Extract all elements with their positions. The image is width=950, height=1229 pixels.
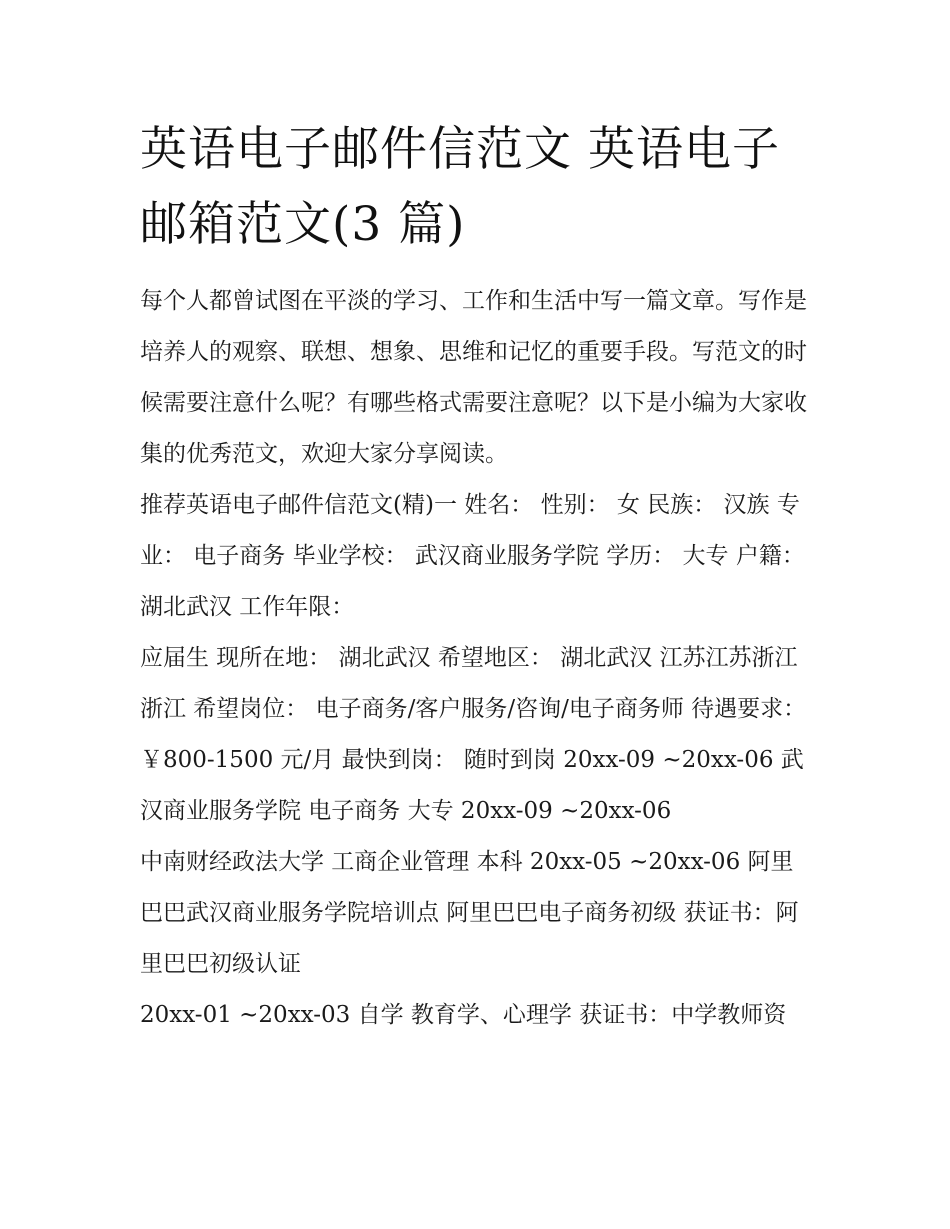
document-body <box>140 112 812 1041</box>
self-study-paragraph: 20xx-01 ~20xx-03 自学 教育学、心理学 获证书：中学教师资 <box>140 1002 787 1028</box>
resume-basic-info-paragraph: 推荐英语电子邮件信范文(精)一 姓名： 性别： 女 民族： 汉族 专业： 电子商务 毕业学校： 武汉商业服务学院 学历： 大专 户籍： 湖北武汉 工作年限： <box>140 492 805 620</box>
salary-education-paragraph: ￥800-1500 元/月 最快到岗： 随时到岗 20xx-09 ~20xx-06 武汉商业服务学院 电子商务 大专 20xx-09 ~20xx-06 <box>140 747 804 824</box>
education-training-paragraph: 中南财经政法大学 工商企业管理 本科 20xx-05 ~20xx-06 阿里巴巴武汉商业服务学院培训点 阿里巴巴电子商务初级 获证书：阿里巴巴初级认证 <box>140 849 799 977</box>
job-preference-paragraph: 应届生 现所在地： 湖北武汉 希望地区： 湖北武汉 江苏江苏浙江浙江 希望岗位： 电子商务/客户服务/咨询/电子商务师 待遇要求： <box>140 645 807 722</box>
intro-paragraph: 每个人都曾试图在平淡的学习、工作和生活中写一篇文章。写作是培养人的观察、联想、想象、思维和记忆的重要手段。写范文的时候需要注意什么呢？有哪些格式需要注意呢？以下是小编为大家收集的优秀范文，欢迎大家分享阅读。 <box>140 288 807 467</box>
document-title: 英语电子邮件信范文 英语电子邮箱范文(3 篇) <box>140 122 780 252</box>
